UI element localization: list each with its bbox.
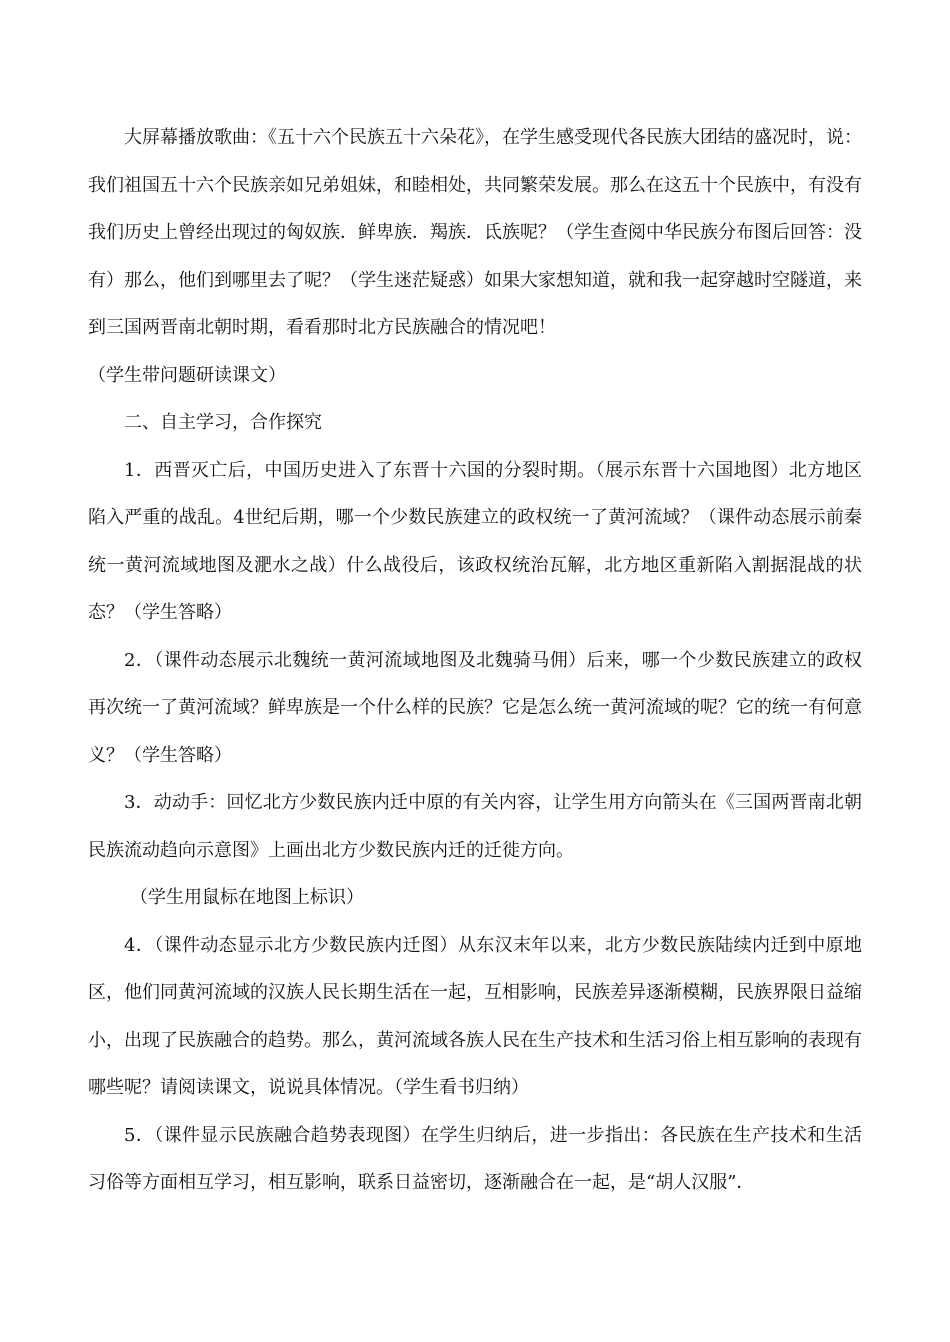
- paragraph-student-reading: （学生带问题研读课文）: [88, 364, 286, 386]
- paragraph-item-4: 4．（课件动态显示北方少数民族内迁图）从东汉末年以来，北方少数民族陆续内迁到中原地区，他们同黄河流域的汉族人民长期生活在一起，互相影响，民族差异逐渐模糊，民族界限日益缩小，出现了民族融合的趋势。那么，黄河流域各族人民在生产技术和生活习俗上相互影响的表现有哪些呢？请阅读课文，说说具体情况。（学生看书归纳）: [88, 934, 862, 1098]
- paragraph-item-1: 1．西晋灭亡后，中国历史进入了东晋十六国的分裂时期。（展示东晋十六国地图）北方地区陷入严重的战乱。4世纪后期，哪一个少数民族建立的政权统一了黄河流域？（课件动态展示前秦统一黄河流域地图及淝水之战）什么战役后，该政权统治瓦解，北方地区重新陷入割据混战的状态？（学生答略）: [88, 459, 862, 623]
- paragraph-student-mark: （学生用鼠标在地图上标识）: [130, 887, 364, 908]
- paragraph-item-3: 3．动动手：回忆北方少数民族内迁中原的有关内容，让学生用方向箭头在《三国两晋南北朝民族流动趋向示意图》上画出北方少数民族内迁的迁徙方向。: [88, 792, 862, 861]
- paragraph-item-2: 2．（课件动态展示北魏统一黄河流域地图及北魏骑马佣）后来，哪一个少数民族建立的政权再次统一了黄河流域？鲜卑族是一个什么样的民族？它是怎么统一黄河流域的呢？它的统一有何意义？（学生答略）: [88, 649, 862, 766]
- section-heading: 二、自主学习，合作探究: [124, 412, 322, 433]
- paragraph-intro: 大屏幕播放歌曲：《五十六个民族五十六朵花》，在学生感受现代各民族大团结的盛况时，说：我们祖国五十六个民族亲如兄弟姐妹，和睦相处，共同繁荣发展。那么在这五十个民族中，有没有我们历史上曾经出现过的匈奴族．鲜卑族．羯族．氐族呢？（学生查阅中华民族分布图后回答：没有）那么，他们到哪里去了呢？（学生迷茫疑惑）如果大家想知道，就和我一起穿越时空隧道，来到三国两晋南北朝时期，看看那时北方民族融合的情况吧！: [88, 127, 862, 338]
- document-body: [88, 114, 862, 1207]
- paragraph-item-5: 5．（课件显示民族融合趋势表现图）在学生归纳后，进一步指出：各民族在生产技术和生活习俗等方面相互学习，相互影响，联系日益密切，逐渐融合在一起，是“胡人汉服”．: [88, 1124, 862, 1193]
